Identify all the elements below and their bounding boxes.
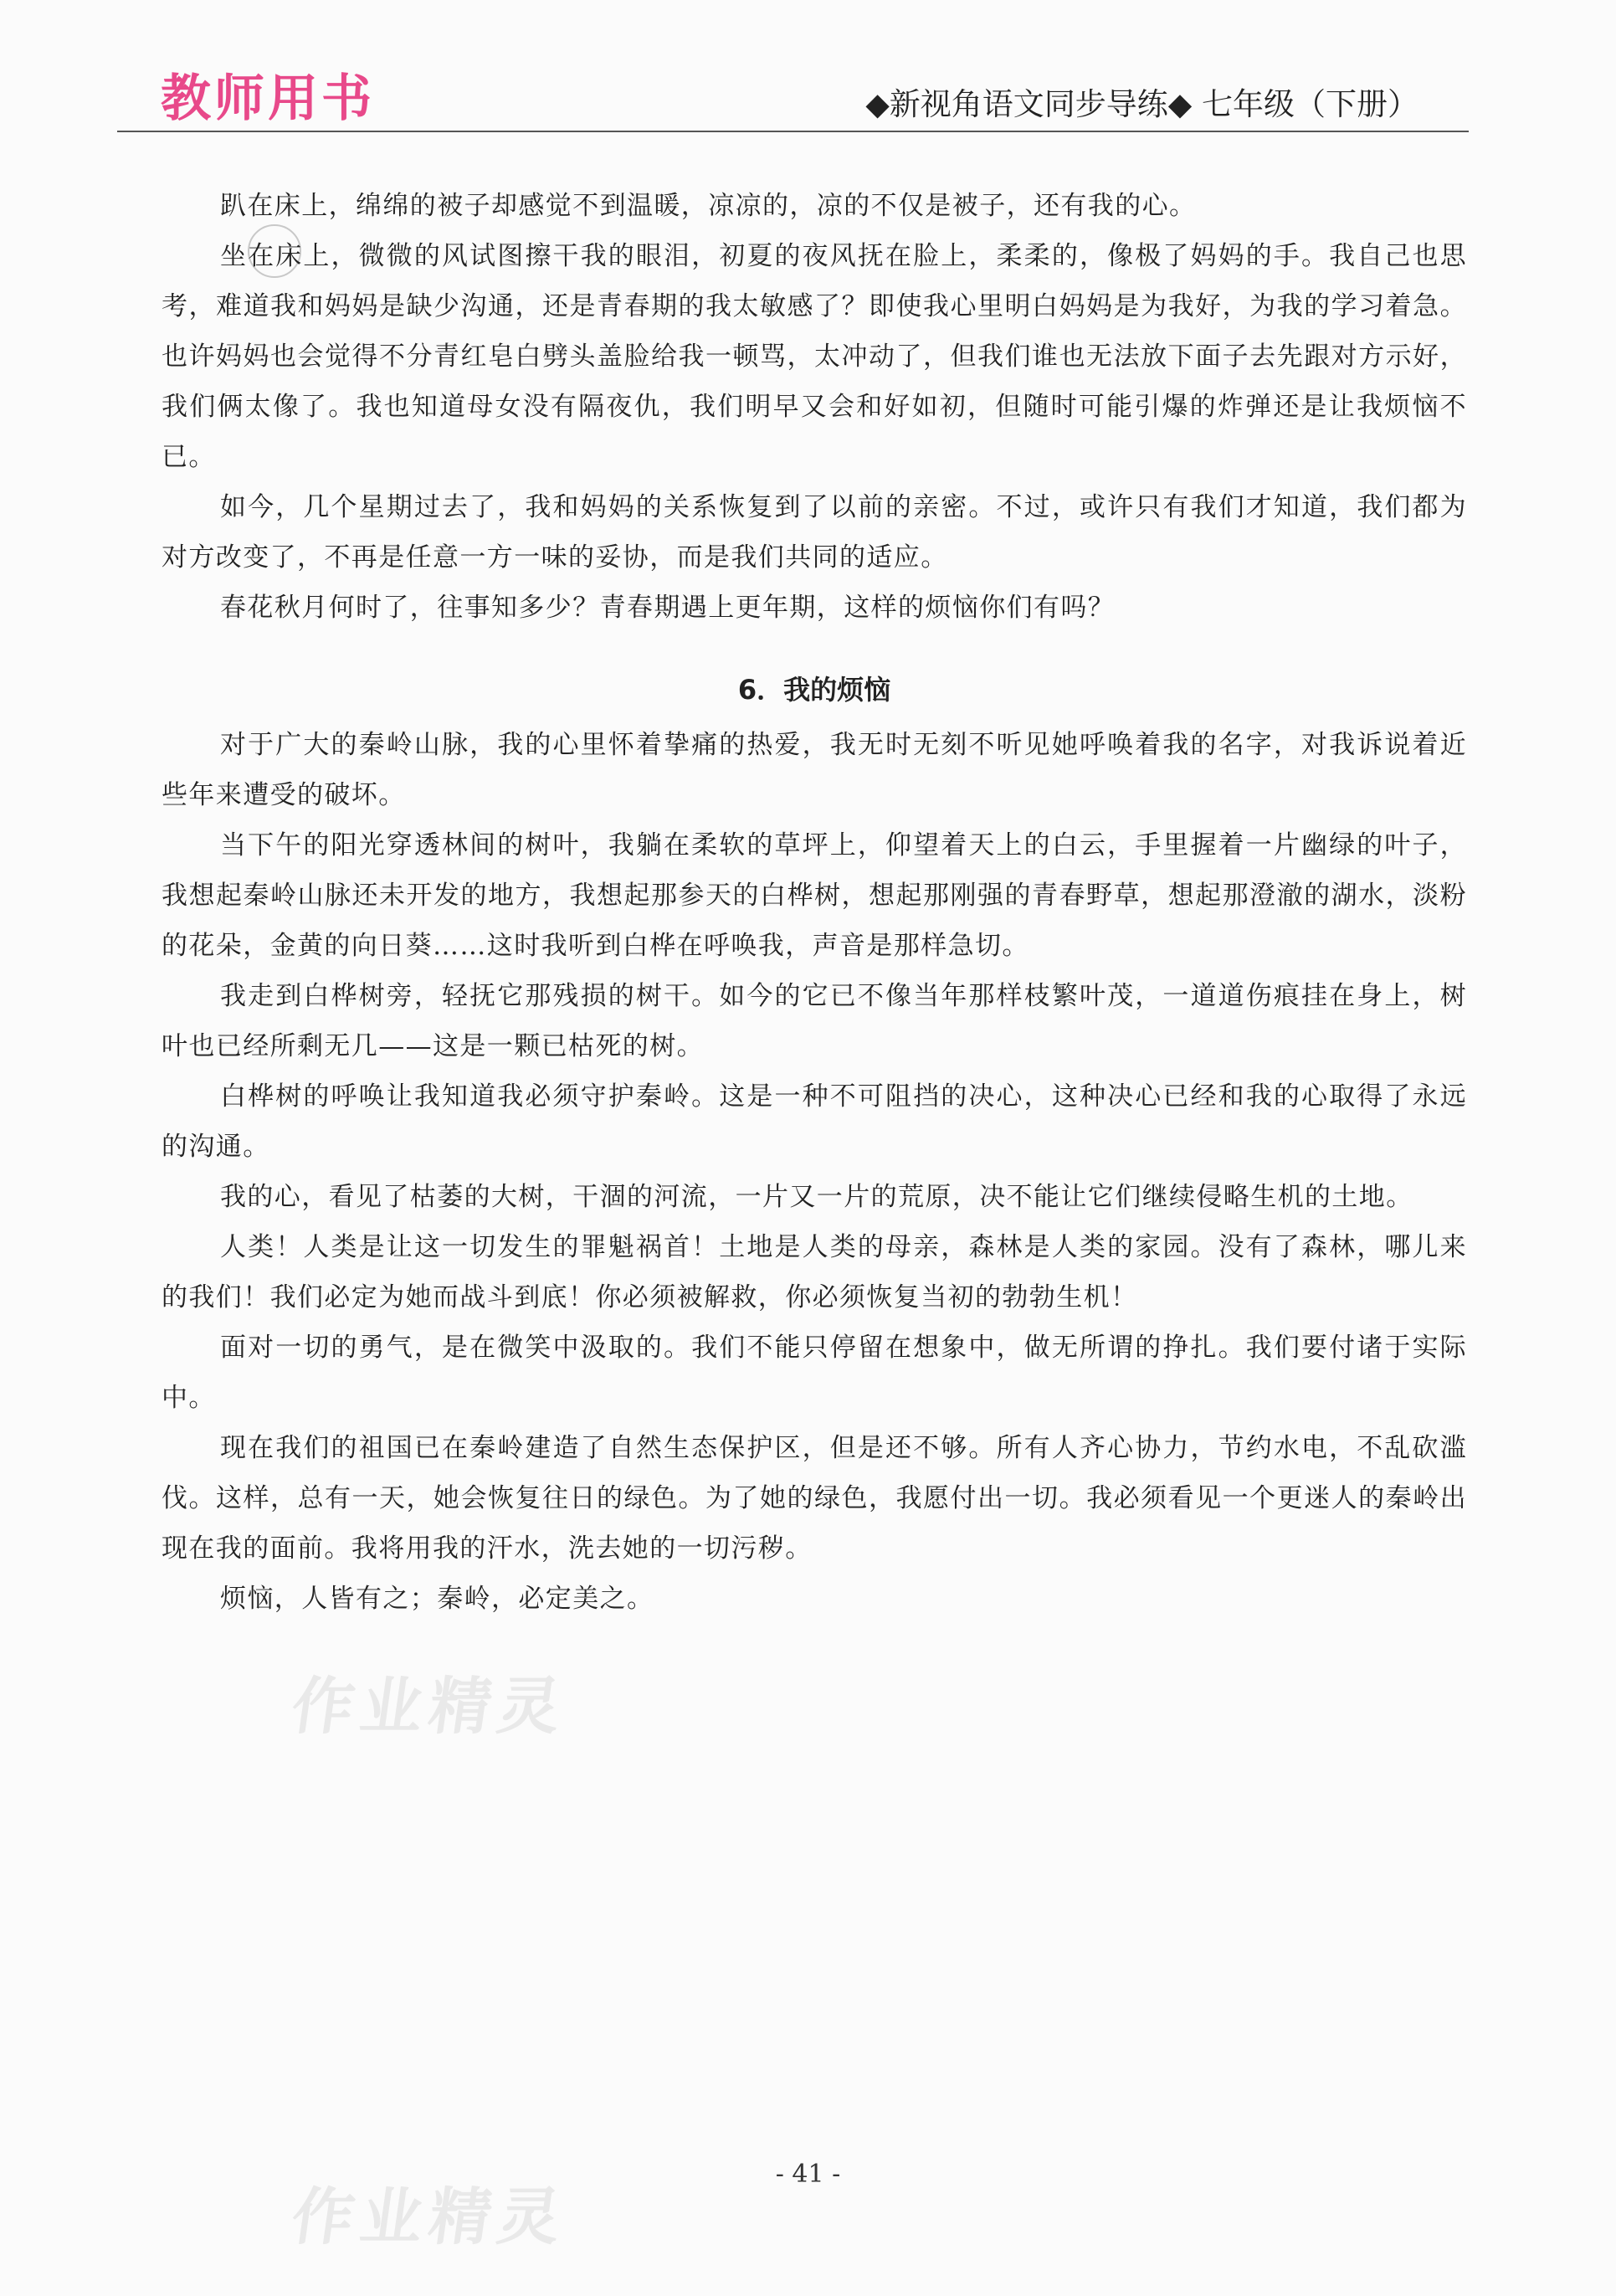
watermark: 作业精灵 xyxy=(287,1671,572,1743)
paragraph: 白桦树的呼唤让我知道我必须守护秦岭。这是一种不可阻挡的决心，这种决心已经和我的心取得了永远的沟通。 xyxy=(162,1081,1467,1162)
paragraph: 当下午的阳光穿透林间的树叶，我躺在柔软的草坪上，仰望着天上的白云，手里握着一片幽绿的叶子，我想起秦岭山脉还未开发的地方，我想起那参天的白桦树，想起那刚强的青春野草，想起那澄澈的湖水，淡粉的花朵，金黄的向日葵……这时我听到白桦在呼唤我，声音是那样急切。 xyxy=(162,830,1467,961)
paragraph: 人类！人类是让这一切发生的罪魁祸首！土地是人类的母亲，森林是人类的家园。没有了森林，哪儿来的我们！我们必定为她而战斗到底！你必须被解救，你必须恢复当初的勃勃生机！ xyxy=(162,1232,1467,1312)
paragraph: 现在我们的祖国已在秦岭建造了自然生态保护区，但是还不够。所有人齐心协力，节约水电，不乱砍滥伐。这样，总有一天，她会恢复往日的绿色。为了她的绿色，我愿付出一切。我必须看见一个更迷人的秦岭出现在我的面前。我将用我的汗水，洗去她的一切污秽。 xyxy=(162,1433,1467,1564)
series-title: ◆新视角语文同步导练◆ 七年级（下册） xyxy=(865,86,1418,122)
paragraph: 我走到白桦树旁，轻抚它那残损的树干。如今的它已不像当年那样枝繁叶茂，一道道伤痕挂在身上，树叶也已经所剩无几——这是一颗已枯死的树。 xyxy=(162,981,1467,1061)
paragraph: 春花秋月何时了，往事知多少？青春期遇上更年期，这样的烦恼你们有吗？ xyxy=(220,593,1116,623)
page-header xyxy=(117,65,1469,132)
paragraph: 我的心，看见了枯萎的大树，干涸的河流，一片又一片的荒原，决不能让它们继续侵略生机的土地。 xyxy=(220,1182,1413,1212)
watermark: 作业精灵 xyxy=(287,2181,572,2253)
paragraph: 趴在床上，绵绵的被子却感觉不到温暖，凉凉的，凉的不仅是被子，还有我的心。 xyxy=(220,191,1197,221)
book-type-title: 教师用书 xyxy=(161,69,375,128)
page-content xyxy=(162,181,1467,1624)
paragraph: 如今，几个星期过去了，我和妈妈的关系恢复到了以前的亲密。不过，或许只有我们才知道，我们都为对方改变了，不再是任意一方一味的妥协，而是我们共同的适应。 xyxy=(162,492,1467,573)
paragraph: 对于广大的秦岭山脉，我的心里怀着挚痛的热爱，我无时无刻不听见她呼唤着我的名字，对我诉说着近些年来遭受的破坏。 xyxy=(162,730,1467,810)
page-number: - 41 - xyxy=(775,2160,841,2189)
paragraph: 坐在床上，微微的风试图擦干我的眼泪，初夏的夜风抚在脸上，柔柔的，像极了妈妈的手。我自己也思考，难道我和妈妈是缺少沟通，还是青春期的我太敏感了？即使我心里明白妈妈是为我好，为我的学习着急。也许妈妈也会觉得不分青红皂白劈头盖脸给我一顿骂，太冲动了，但我们谁也无法放下面子去先跟对方示好，我们俩太像了。我也知道母女没有隔夜仇，我们明早又会和好如初，但随时可能引爆的炸弹还是让我烦恼不已。 xyxy=(162,241,1467,472)
paragraph: 面对一切的勇气，是在微笑中汲取的。我们不能只停留在想象中，做无所谓的挣扎。我们要付诸于实际中。 xyxy=(162,1333,1467,1413)
section-title: 6．我的烦恼 xyxy=(737,674,891,706)
paragraph: 烦恼，人皆有之；秦岭，必定美之。 xyxy=(220,1584,654,1614)
